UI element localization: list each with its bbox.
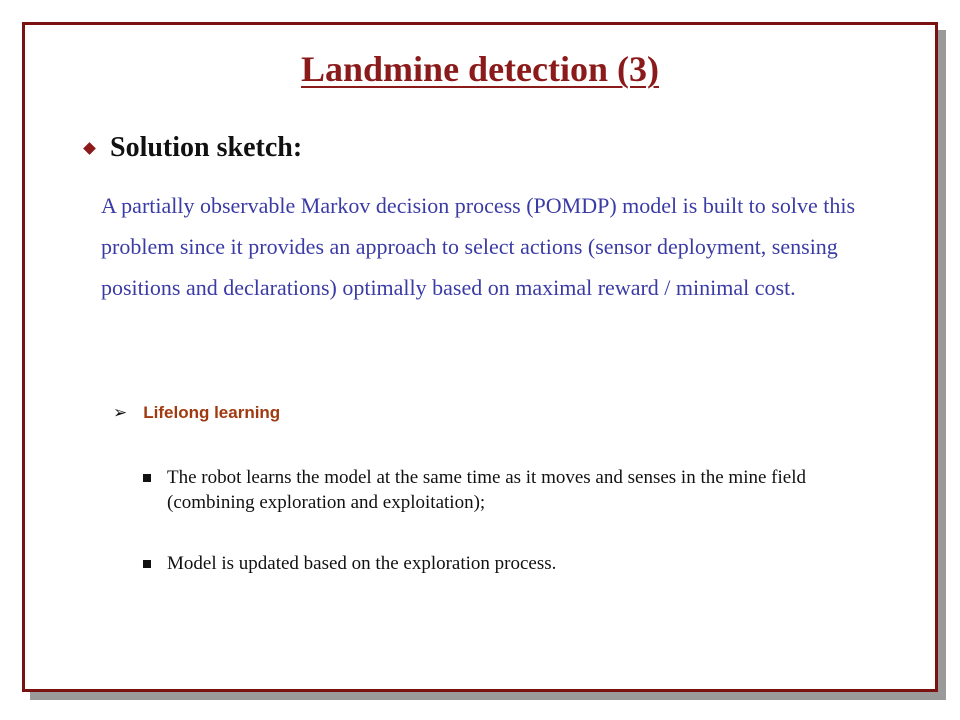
slide-title: Landmine detection (3) xyxy=(301,49,659,89)
arrow-bullet-icon: ➢ xyxy=(113,403,128,423)
list-item xyxy=(143,465,863,515)
diamond-bullet-icon xyxy=(83,142,96,155)
slide-frame xyxy=(22,22,938,692)
subheading xyxy=(113,403,280,423)
square-bullet-icon xyxy=(143,560,151,568)
list-item xyxy=(143,551,863,576)
subheading-text: Lifelong learning xyxy=(143,403,281,422)
section-heading xyxy=(85,130,302,166)
list-item-text: Model is updated based on the exploration process. xyxy=(167,553,557,574)
square-bullet-icon xyxy=(143,474,151,482)
section-heading-text: Solution sketch: xyxy=(110,132,303,163)
list-item-text: The robot learns the model at the same time as it moves and senses in the mine field (combining exploration and exploitation); xyxy=(167,467,806,513)
description-paragraph: A partially observable Markov decision process (POMDP) model is built to solve this problem since it provides an approach to select actions (sensor deployment, sensing positions and declarations) optimally based on maximal reward / minimal cost. xyxy=(101,193,856,300)
